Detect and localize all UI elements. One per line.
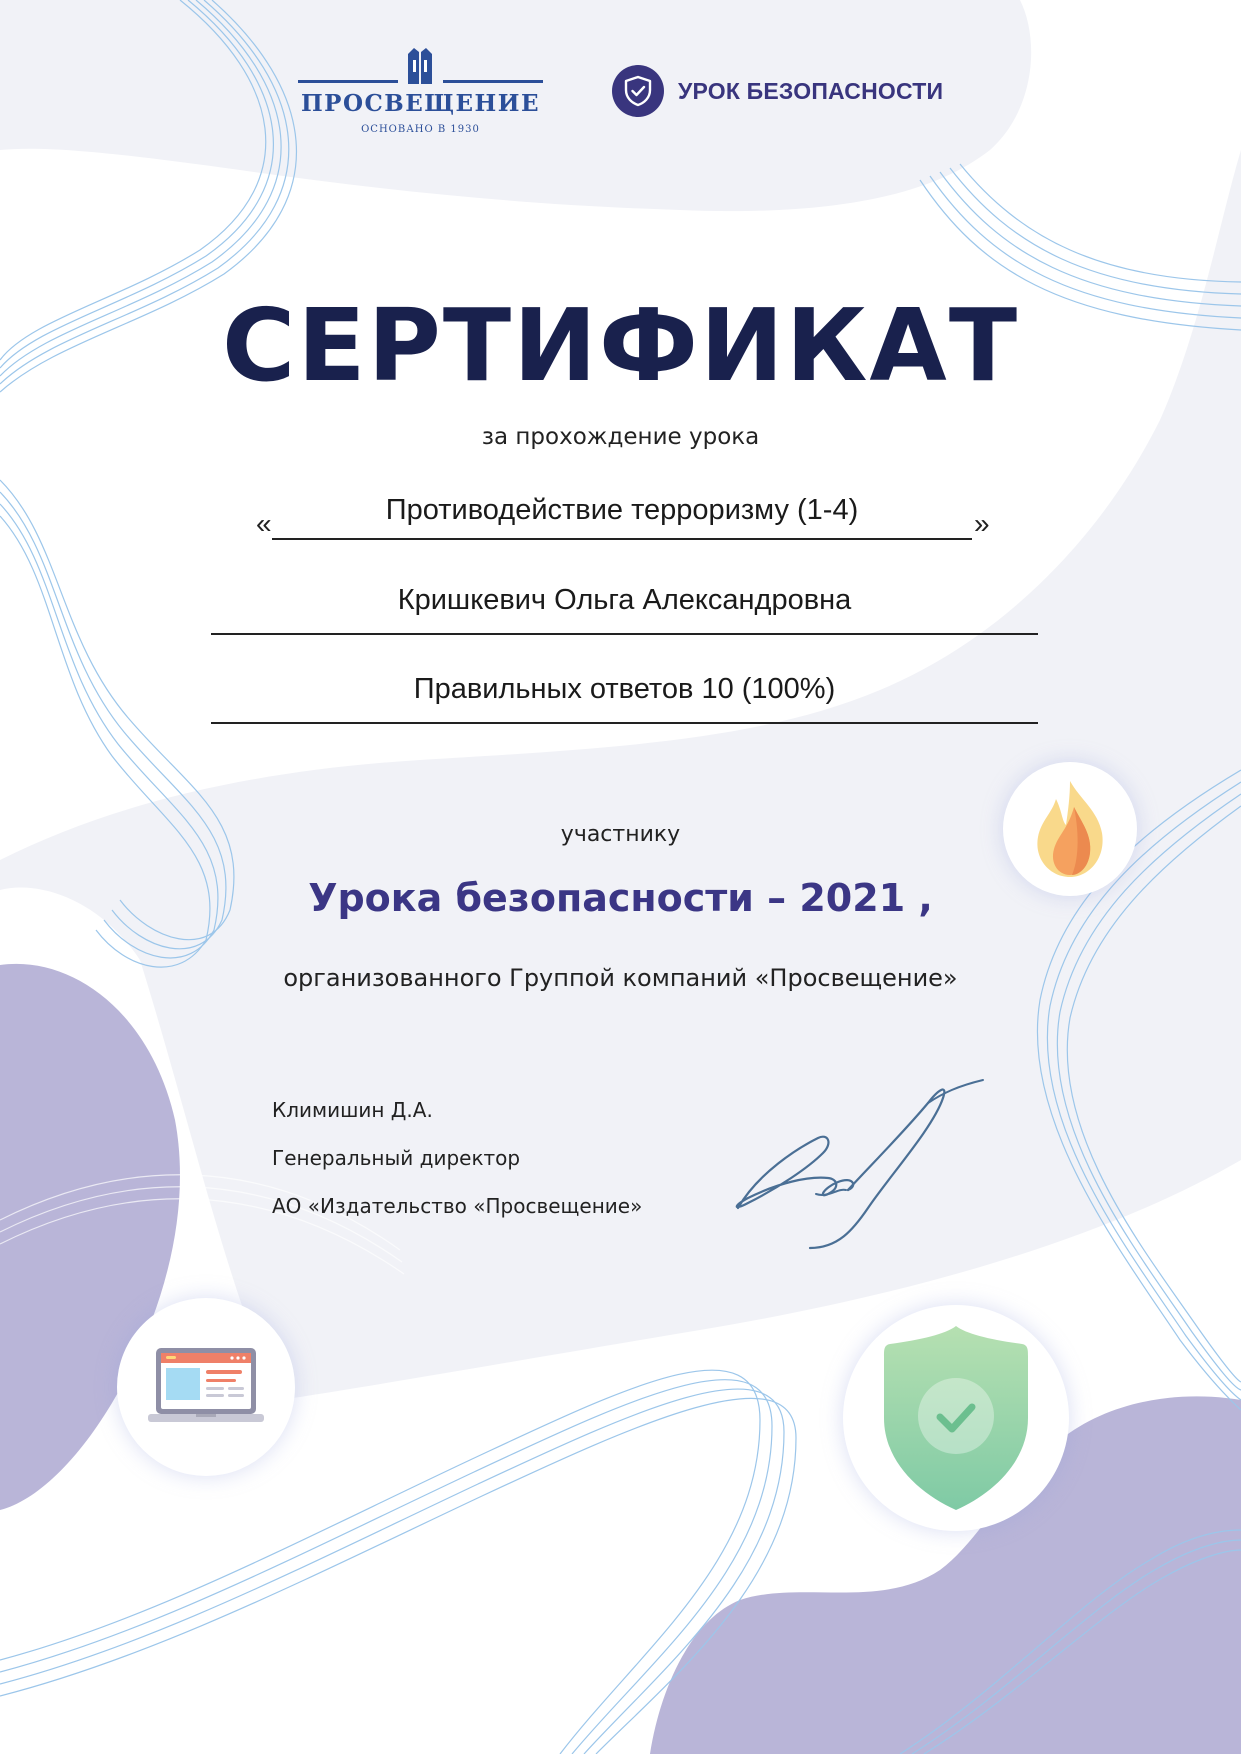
program-name: УРОК БЕЗОПАСНОСТИ bbox=[678, 77, 944, 104]
recipient-name: Кришкевич Ольга Александровна bbox=[397, 584, 852, 616]
signature-icon bbox=[728, 1078, 988, 1258]
result-field bbox=[211, 673, 1038, 733]
laptop-sticker bbox=[117, 1298, 295, 1476]
organizer-text: организованного Группой компаний «Просвещение» bbox=[283, 964, 958, 992]
prosveshchenie-logo-icon bbox=[405, 46, 435, 86]
publisher-name: ПРОСВЕЩЕНИЕ bbox=[300, 90, 541, 117]
shield-sticker bbox=[843, 1305, 1069, 1531]
signatory-position: Генеральный директор bbox=[272, 1146, 521, 1170]
certificate-title: СЕРТИФИКАТ bbox=[221, 287, 1020, 404]
event-name: Урока безопасности – 2021 , bbox=[308, 876, 933, 920]
signatory-company: АО «Издательство «Просвещение» bbox=[272, 1194, 643, 1218]
certificate-subtitle: за прохождение урока bbox=[481, 424, 760, 450]
quote-close: » bbox=[974, 508, 990, 539]
signatory-name: Климишин Д.А. bbox=[272, 1098, 433, 1122]
shield-check-icon bbox=[612, 65, 664, 117]
publisher-logo bbox=[298, 46, 543, 138]
shield-check-icon bbox=[882, 1322, 1030, 1514]
recipient-underline bbox=[211, 633, 1038, 635]
program-logo bbox=[612, 63, 943, 119]
participant-label: участнику bbox=[560, 822, 681, 847]
logo-rule-left bbox=[298, 80, 398, 83]
result-text: Правильных ответов 10 (100%) bbox=[413, 673, 836, 705]
laptop-icon bbox=[148, 1346, 264, 1428]
lesson-underline bbox=[272, 538, 972, 540]
logo-rule-right bbox=[443, 80, 543, 83]
lesson-field bbox=[252, 494, 992, 544]
fire-sticker bbox=[1003, 762, 1137, 896]
lesson-name: Противодействие терроризму (1-4) bbox=[385, 494, 859, 526]
publisher-tagline: ОСНОВАНО В 1930 bbox=[361, 124, 480, 135]
result-underline bbox=[211, 722, 1038, 724]
recipient-field bbox=[211, 584, 1038, 644]
fire-icon bbox=[1028, 777, 1112, 881]
quote-open: « bbox=[256, 508, 272, 539]
